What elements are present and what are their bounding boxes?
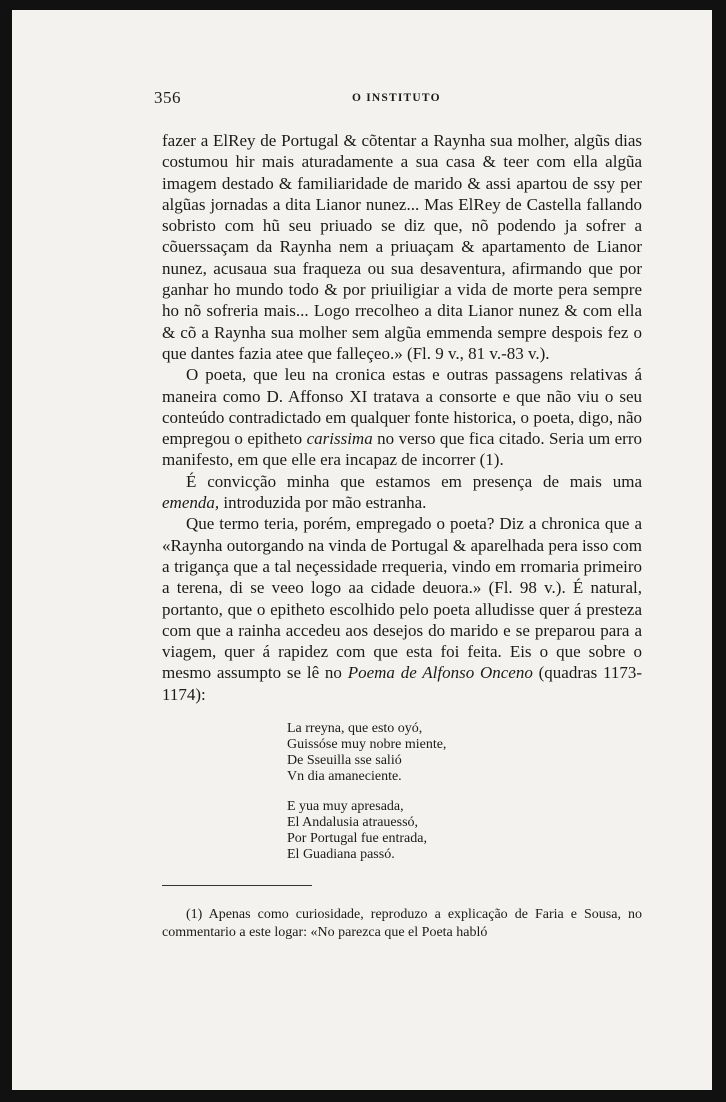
- book-page: [12, 10, 712, 1090]
- poem-quotation: [287, 721, 627, 877]
- page-number: 356: [154, 88, 181, 107]
- emenda-word: emenda,: [162, 493, 220, 513]
- main-text: [162, 130, 642, 705]
- poem-title: Poema de Alfonso Onceno: [347, 663, 533, 683]
- paragraph-2-end: no verso que fica citado. Seria um erro manifesto, em que elle era incapaz de incorrer (1).: [162, 429, 642, 470]
- paragraph-question: [162, 513, 642, 705]
- paragraph-4-text: Que termo teria, porém, empregado o poeta? Diz a chronica que a «Raynha outorgando na vinda de Portugal & aparelhada pera isso com a trigança que a tal neçessidade rrequeria, vindo em rromaria primeiro a terena, di se veeo logo aa cidade deuora.» (Fl. 98 v.). É natural, portanto, que o epitheto escolhido pelo poeta alludisse quer á presteza com que a rainha accedeu aos desejos do marido e se preparou para a viagem, quer á rapidez com que esta foi feita. Eis o que sobre o mesmo assumpto se lê no: [162, 514, 642, 683]
- stanza-1174: [287, 799, 627, 863]
- verse-line: E yua muy apresada,: [287, 799, 404, 814]
- stanza-1173: [287, 721, 627, 785]
- verse-line: El Guadiana passó.: [287, 847, 395, 862]
- verse-line: De Sseuilla sse salió: [287, 753, 402, 768]
- paragraph-conviction: [162, 471, 642, 514]
- verse-line: Vn dia amaneciente.: [287, 769, 402, 784]
- page-header: [12, 88, 712, 112]
- paragraph-3-text: É convicção minha que estamos em presença de mais uma: [186, 471, 642, 491]
- verse-line: El Andalusia atrauessó,: [287, 815, 419, 830]
- paragraph-3-end: introduzida por mão estranha.: [219, 493, 427, 513]
- verse-line: La rreyna, que esto oyó,: [287, 721, 423, 736]
- paragraph-chronicle-quote: [162, 130, 642, 364]
- paragraph-poet: [162, 364, 642, 470]
- verse-line: Por Portugal fue entrada,: [287, 831, 427, 846]
- footnote-divider: [162, 885, 312, 886]
- epithet-carissima: carissima: [306, 429, 373, 449]
- verse-line: Guissóse muy nobre miente,: [287, 737, 447, 752]
- paragraph-4-end: (quadras 1173-1174):: [162, 663, 642, 704]
- footnote: [162, 906, 642, 942]
- paragraph-2-text: O poeta, que leu na cronica estas e outras passagens relativas á maneira como D. Affonso XI tratava a consorte e que não viu o seu conteúdo contradictado em qualquer fonte historica, o poeta, digo, não empregou o epitheto: [162, 365, 642, 449]
- paragraph-1-text: fazer a ElRey de Portugal & cõtentar a Raynha sua molher, algũs dias costumou hir mais aturadamente a sua casa & teer com ella algũa imagem destado & familiaridade de marido & assi apartou de ssy per algũas jornadas a dita Lianor nunez... Mas ElRey de Castella fallando sobristo com hũ seu priuado se diz que, nõ podendo ja sofrer a cõuerssaçam da Raynha nem a priuaçam & apartamento de Lianor nunez, acusaua sua fraqueza ou sua desaventura, afirmando que por ganhar ho mundo todo & por priuiligiar a vida de morte pera sempre ho nõ sofreria mais... Logo rrecolheo a dita Lianor nunez & com ella & cõ a Raynha sua molher sem algũa emmenda sempre despois fez o que dantes fazia atee que falleçeo.» (Fl. 9 v., 81 v.-83 v.).: [162, 131, 642, 363]
- running-title: O INSTITUTO: [352, 92, 441, 104]
- footnote-text: (1) Apenas como curiosidade, reproduzo a explicação de Faria e Sousa, no commentario a este logar: «No parezca que el Poeta habló: [162, 907, 642, 940]
